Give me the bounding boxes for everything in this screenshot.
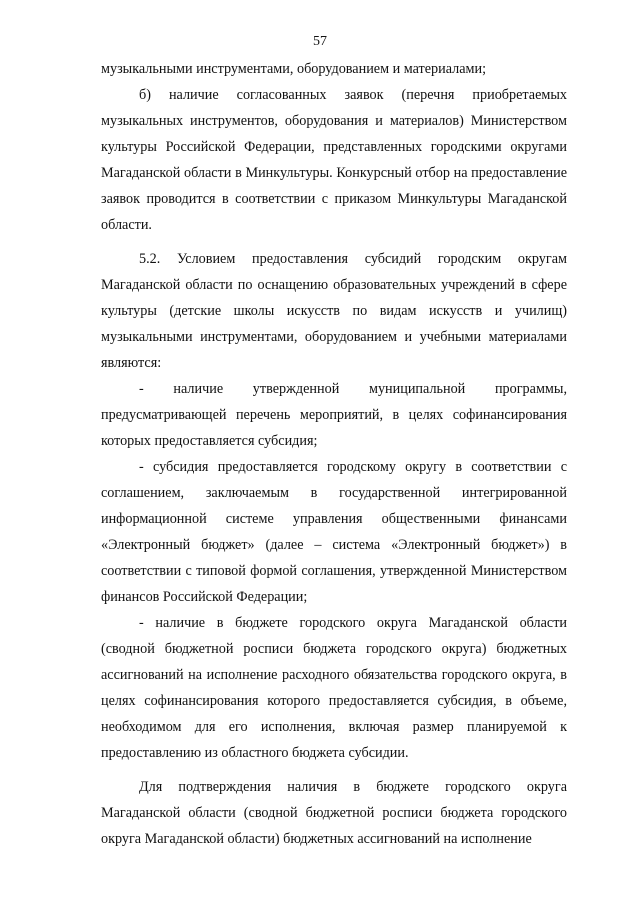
list-item-program: - наличие утвержденной муниципальной программы, предусматривающей перечень мероприятий, в целях софинансирования которых предоставляется субсидия; — [101, 381, 567, 449]
paragraph-confirmation: Для подтверждения наличия в бюджете городского округа Магаданской области (сводной бюджетной росписи бюджета городского округа Магаданской области) бюджетных ассигнований на исполнение — [101, 779, 567, 847]
list-item-budget: - наличие в бюджете городского округа Магаданской области (сводной бюджетной росписи бюджета городского округа) бюджетных ассигнований на исполнение расходного обязательства городского округа, в целях софинансирования которого предоставляется субсидия, в объеме, необходимом для его исполнения, включая размер планируемой к предоставлению из областного бюджета субсидии. — [101, 615, 567, 761]
paragraph-section-5-2: 5.2. Условием предоставления субсидий городским округам Магаданской области по оснащению образовательных учреждений в сфере культуры (детские школы искусств по видам искусств и училищ) музыкальными инструментами, оборудованием и учебными материалами являются: — [101, 251, 567, 371]
document-body — [101, 56, 567, 852]
page-number: 57 — [313, 34, 327, 49]
paragraph-continuation: музыкальными инструментами, оборудованием и материалами; — [101, 61, 487, 77]
list-item-agreement: - субсидия предоставляется городскому округу в соответствии с соглашением, заключаемым в государственной интегрированной информационной системе управления общественными финансами «Электронный бюджет» (далее – система «Электронный бюджет») в соответствии с типовой формой соглашения, утвержденной Министерством финансов Российской Федерации; — [101, 459, 567, 605]
paragraph-item-b: б) наличие согласованных заявок (перечня приобретаемых музыкальных инструментов, оборудования и материалов) Министерством культуры Российской Федерации, представленных городскими округами Магаданской области в Минкультуры. Конкурсный отбор на предоставление заявок проводится в соответствии с приказом Минкультуры Магаданской области. — [101, 87, 567, 233]
